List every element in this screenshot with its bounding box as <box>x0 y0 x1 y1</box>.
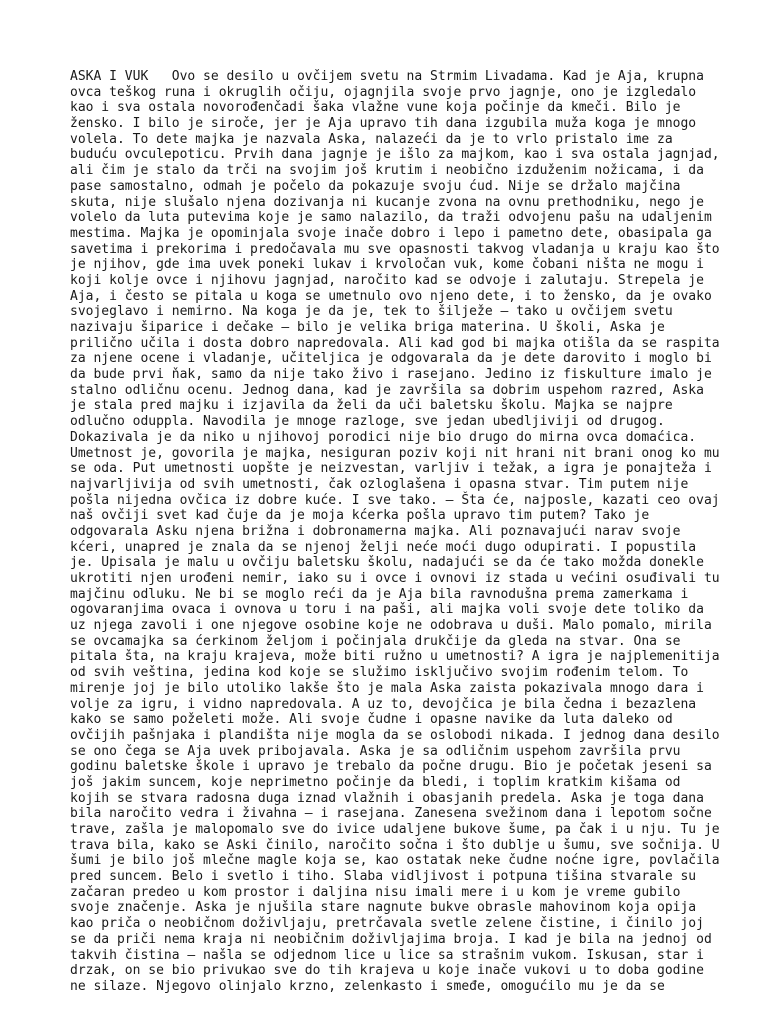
text-line: od svih veština, jedina kod koje se služimo isključivo svojim rođenim telom. To <box>70 665 689 681</box>
text-line: se ono čega se Aja uvek pribojavala. Aska je sa odličnim uspehom završila prvu <box>70 743 681 759</box>
text-line: Aja, i često se pitala u koga se umetnulo ovo njeno dete, i to žensko, da je ovako <box>70 288 712 304</box>
text-line: ovca teškog runa i okruglih očiju, ojagnjila svoje prvo jagnje, ono je izgledalo <box>70 84 697 100</box>
text-line: da bude prvi ňak, samo da nije tako živo i rasejano. Jedino iz fiskulture imalo je <box>70 367 712 383</box>
text-line: svojeglavo i nemirno. Na koga je da je, tek to šilježe – tako u ovčijem svetu <box>70 304 673 320</box>
text-line: se oda. Put umetnosti uopšte je neizvestan, varljiv i težak, a igra je ponajteža i <box>70 461 712 477</box>
text-line: je stala pred majku i izjavila da želi da uči baletsku školu. Majka se najpre <box>70 398 673 414</box>
text-line: uz njega zavoli i one njegove osobine koje ne odobrava u duši. Malo pomalo, mirila <box>70 618 712 634</box>
text-line: drzak, on se bio privukao sve do tih krajeva u koje inače vukovi u to doba godine <box>70 963 704 979</box>
text-line: mirenje joj je bilo utoliko lakše što je mala Aska zaista pokazivala mnogo dara i <box>70 680 704 696</box>
text-line: ogovaranjima ovaca i ovnova u toru i na paši, ali majka voli svoje dete toliko da <box>70 602 704 618</box>
text-line: svoje značenje. Aska je njušila stare nagnute bukve obrasle mahovinom koja opija <box>70 900 697 916</box>
text-line: za njene ocene i vladanje, učiteljica je odgovarala da je dete darovito i moglo bi <box>70 351 712 367</box>
text-line: ukrotiti njen urođeni nemir, iako su i ovce i ovnovi iz stada u većini osuđivali tu <box>70 571 720 586</box>
text-line: volela. To dete majka je nazvala Aska, nalazeći da je to vrlo pristalo ime za <box>70 131 673 147</box>
text-line: žensko. I bilo je siroče, jer je Aja upravo tih dana izgubila muža koga je mnogo <box>70 116 697 132</box>
text-line: još jakim suncem, koje neprimetno počinje da bledi, i toplim kratkim kišama od <box>70 774 681 790</box>
text-line: ali čim je stalo da trči na svojim još krutim i neobično izduženim nožicama, i da <box>70 163 704 179</box>
text-line: savetima i prekorima i predočavala mu sve opasnosti takvog vladanja u kraju kao što <box>70 241 720 257</box>
text-line: najvarljivija od svih umetnosti, čak ozloglašena i opasna stvar. Tim putem nije <box>70 476 689 492</box>
text-line: kojih se stvara radosna duga iznad vlažnih i obasjanih predela. Aska je toga dana <box>70 790 704 806</box>
text-line: kao i sva ostala novorođenčadi šaka vlažne vune koja počinje da kmeči. Bilo je <box>70 100 681 116</box>
text-line: buduću ovculepoticu. Prvih dana jagnje je išlo za majkom, kao i sva ostala jagnjad, <box>70 147 720 163</box>
text-line: bila naročito vedra i živahna – i rasejana. Zanesena svežinom dana i lepotom sočne <box>70 806 712 822</box>
text-line: skuta, nije slušalo njena dozivanja ni kucanje zvona na ovnu prethodniku, nego je <box>70 194 704 210</box>
text-line: pitala šta, na kraju krajeva, može biti ružno u umetnosti? A igra je najplemenitija <box>70 649 720 665</box>
text-line: ne silaze. Njegovo olinjalo krzno, zelenkasto i smeđe, omogućilo mu je da se <box>70 978 665 994</box>
text-line: se da priči nema kraja ni neobičnim doživljajima broja. I kad je bila na jednoj od <box>70 931 712 947</box>
text-line: Dokazivala je da niko u njihovoj porodici nije bio drugo do mirna ovca domaćica. <box>70 429 697 445</box>
title-line: ASKA I VUK Ovo se desilo u ovčijem svetu na Strmim Livadama. Kad je Aja, krupna <box>70 69 704 84</box>
text-line: pošla nijedna ovčica iz dobre kuće. I sve tako. – Šta će, najposle, kazati ceo ovaj <box>70 492 720 508</box>
text-line: majčinu odluku. Ne bi se moglo reći da je Aja bila ravnodušna prema zamerkama i <box>70 586 689 602</box>
text-line: prilično učila i dosta dobro napredovala. Ali kad god bi majka otišla da se raspita <box>70 335 720 351</box>
text-line: začaran predeo u kom prostor i daljina nisu imali mere i u kom je vreme gubilo <box>70 884 681 900</box>
text-line: trava bila, kako se Aski činilo, naročito sočna i što dublje u šumu, sve sočnija. U <box>70 837 720 853</box>
text-line: godinu baletske škole i upravo je trebalo da počne drugu. Bio je početak jeseni sa <box>70 759 712 775</box>
text-line: koji kolje ovce i njihovu jagnjad, naročito kad se odvoje i zalutaju. Strepela je <box>70 272 704 288</box>
text-line: takvih čistina – našla se odjednom lice u lice sa strašnim vukom. Iskusan, star i <box>70 947 704 963</box>
text-line: pase samostalno, odmah je počelo da pokazuje svoju ćud. Nije se držalo majčina <box>70 178 681 194</box>
text-line: je. Upisala je malu u ovčiju baletsku školu, nadajući se da će tako možda donekle <box>70 555 704 571</box>
text-line: pred suncem. Belo i svetlo i tiho. Slaba vidljivost i potpuna tišina stvarale su <box>70 869 697 885</box>
text-line: šumi je bilo još mlečne magle koja se, kao ostatak neke čudne noćne igre, povlačila <box>70 853 720 869</box>
text-line: Umetnost je, govorila je majka, nesiguran poziv koji nit hrani nit brani onog ko mu <box>70 445 720 461</box>
text-line: mestima. Majka je opominjala svoje inače dobro i lepo i pametno dete, obasipala ga <box>70 225 712 241</box>
text-line: trave, zašla je malopomalo sve do ivice udaljene bukove šume, pa čak i u nju. Tu je <box>70 822 720 837</box>
text-line: naš ovčiji svet kad čuje da je moja kćerka pošla upravo tim putem? Tako je <box>70 508 650 524</box>
text-line: odgovarala Asku njena brižna i dobronamerna majka. Ali poznavajući narav svoje <box>70 523 681 539</box>
text-line: volelo da luta putevima koje je samo nalazilo, da traži odvojenu pašu na udaljenim <box>70 210 712 226</box>
text-line: kćeri, unapred je znala da se njenoj želji neće moći dugo odupirati. I popustila <box>70 539 697 555</box>
text-line: ovčijih pašnjaka i plandišta nije mogla da se oslobodi nikada. I jednog dana desilo <box>70 727 720 743</box>
story-text <box>70 69 720 995</box>
text-line: stalno odličnu ocenu. Jednog dana, kad je završila sa dobrim uspehom razred, Aska <box>70 382 704 398</box>
text-line: odlučno odupрla. Navodila je mnoge razloge, sve jedan ubedljiviji od drugog. <box>70 414 665 430</box>
text-line: kako se samo poželeti može. Ali svoje čudne i opasne navike da luta daleko od <box>70 712 673 728</box>
text-line: kao priča o neobičnom doživljaju, pretrčavala svetle zelene čistine, i činilo joj <box>70 916 704 932</box>
text-line: volje za igru, i vidno napredovala. A uz to, devojčica je bila čedna i bezazlena <box>70 696 697 712</box>
text-line: je njihov, gde ima uvek poneki lukav i krvoločan vuk, kome čobani ništa ne mogu i <box>70 257 704 273</box>
text-line: nazivaju šiparice i dečake – bilo je velika briga materina. U školi, Aska je <box>70 320 665 335</box>
text-line: se ovcamajka sa ćerkinom željom i počinjala drukčije da gleda na stvar. Ona se <box>70 633 681 649</box>
